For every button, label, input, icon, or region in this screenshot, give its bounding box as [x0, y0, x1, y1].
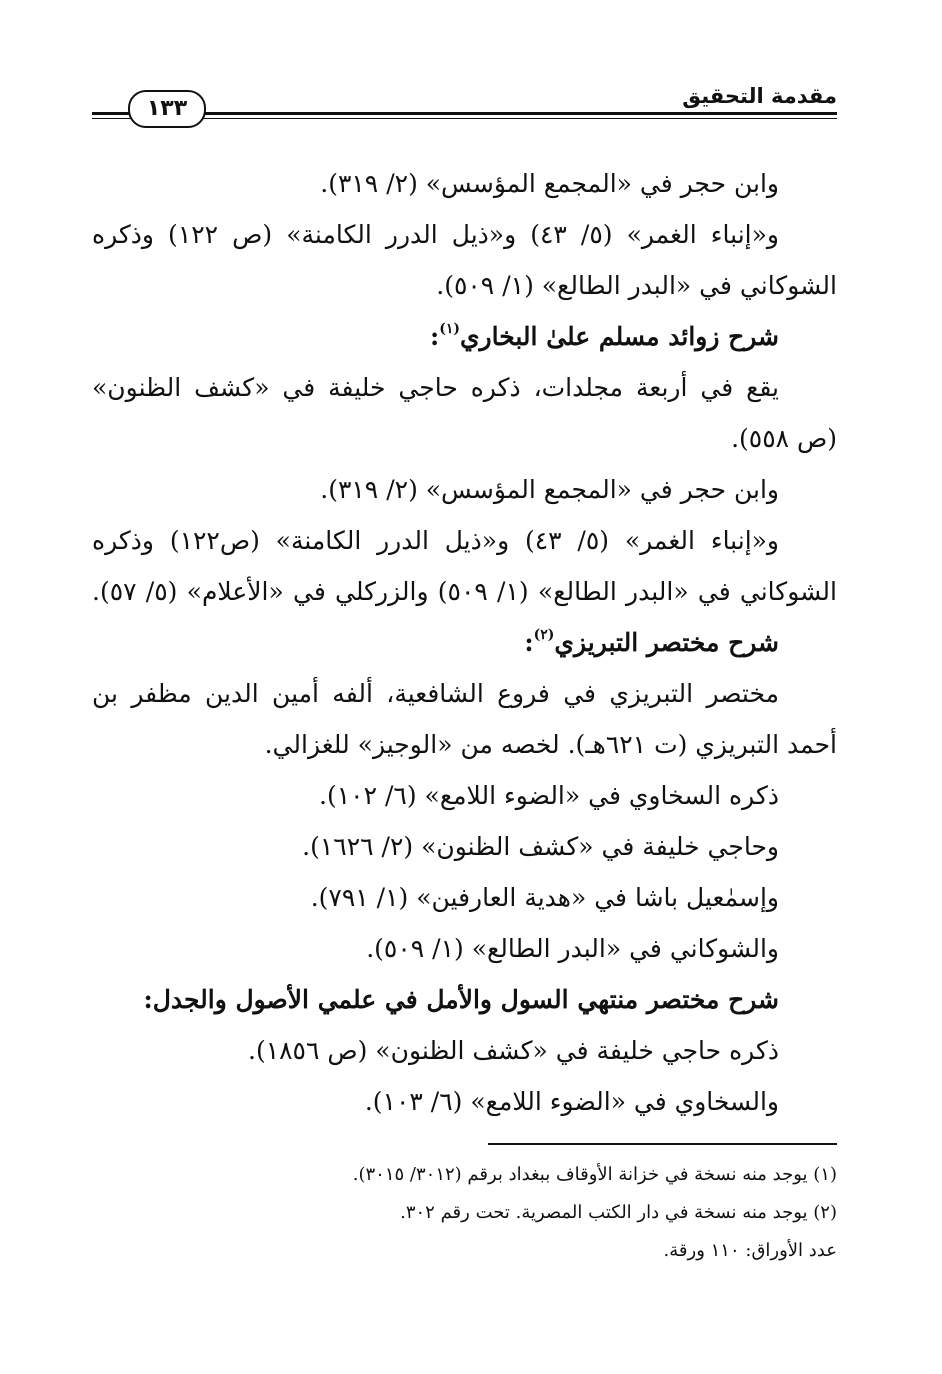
text-line: الشوكاني في «البدر الطالع» (١/ ٥٠٩). [436, 271, 837, 300]
text-line: و«إنباء الغمر» (٥/ ٤٣) و«ذيل الدرر الكامنة» (ص ١٢٢) وذكره [92, 220, 779, 249]
footnote: عدد الأوراق: ١١٠ ورقة. [663, 1240, 837, 1261]
heading-colon: : [429, 322, 440, 351]
text-line: (ص ٥٥٨). [731, 424, 837, 453]
section-heading [92, 311, 837, 362]
text-line: ذكره حاجي خليفة في «كشف الظنون» (ص ١٨٥٦). [248, 1036, 779, 1065]
text-line: وابن حجر في «المجمع المؤسس» (٢/ ٣١٩). [320, 169, 779, 198]
text-line: مختصر التبريزي في فروع الشافعية، ألفه أمين الدين مظفر بن [92, 679, 779, 708]
heading-colon: : [524, 628, 534, 657]
page-number: ١٣٣ [128, 90, 206, 128]
text-line: الشوكاني في «البدر الطالع» (١/ ٥٠٩) والزركلي في «الأعلام» (٥/ ٥٧). [92, 577, 837, 606]
running-header [92, 78, 837, 130]
running-title: مقدمة التحقيق [682, 84, 837, 108]
main-text [92, 158, 837, 1127]
text-line: يقع في أربعة مجلدات، ذكره حاجي خليفة في «كشف الظنون» [92, 373, 779, 402]
footnote-ref: (١) [439, 321, 460, 337]
text-line: وإسمٰعيل باشا في «هدية العارفين» (١/ ٧٩١). [310, 883, 779, 912]
section-heading [92, 617, 837, 668]
heading-text: شرح زوائد مسلم علىٰ البخاري [459, 322, 779, 351]
text-line: ذكره السخاوي في «الضوء اللامع» (٦/ ١٠٢). [319, 781, 779, 810]
text-line: وابن حجر في «المجمع المؤسس» (٢/ ٣١٩). [320, 475, 779, 504]
text-line: والسخاوي في «الضوء اللامع» (٦/ ١٠٣). [364, 1087, 779, 1116]
footnotes [92, 1156, 837, 1270]
text-line: والشوكاني في «البدر الطالع» (١/ ٥٠٩). [366, 934, 779, 963]
text-line: و«إنباء الغمر» (٥/ ٤٣) و«ذيل الدرر الكامنة» (ص١٢٢) وذكره [92, 526, 780, 555]
heading-text: شرح مختصر التبريزي [554, 628, 779, 657]
footnote: (١) يوجد منه نسخة في خزانة الأوقاف ببغداد برقم (٣٠١٢/ ٣٠١٥). [352, 1164, 837, 1185]
text-line: وحاجي خليفة في «كشف الظنون» (٢/ ١٦٢٦). [302, 832, 779, 861]
footnote-separator [488, 1143, 837, 1145]
footnote-ref: (٢) [533, 627, 555, 643]
text-line: أحمد التبريزي (ت ٦٢١هـ). لخصه من «الوجيز» للغزالي. [264, 730, 837, 759]
footnote: (٢) يوجد منه نسخة في دار الكتب المصرية. تحت رقم ٣٠٢. [400, 1202, 837, 1223]
section-heading: شرح مختصر منتهي السول والأمل في علمي الأصول والجدل: [143, 985, 779, 1014]
